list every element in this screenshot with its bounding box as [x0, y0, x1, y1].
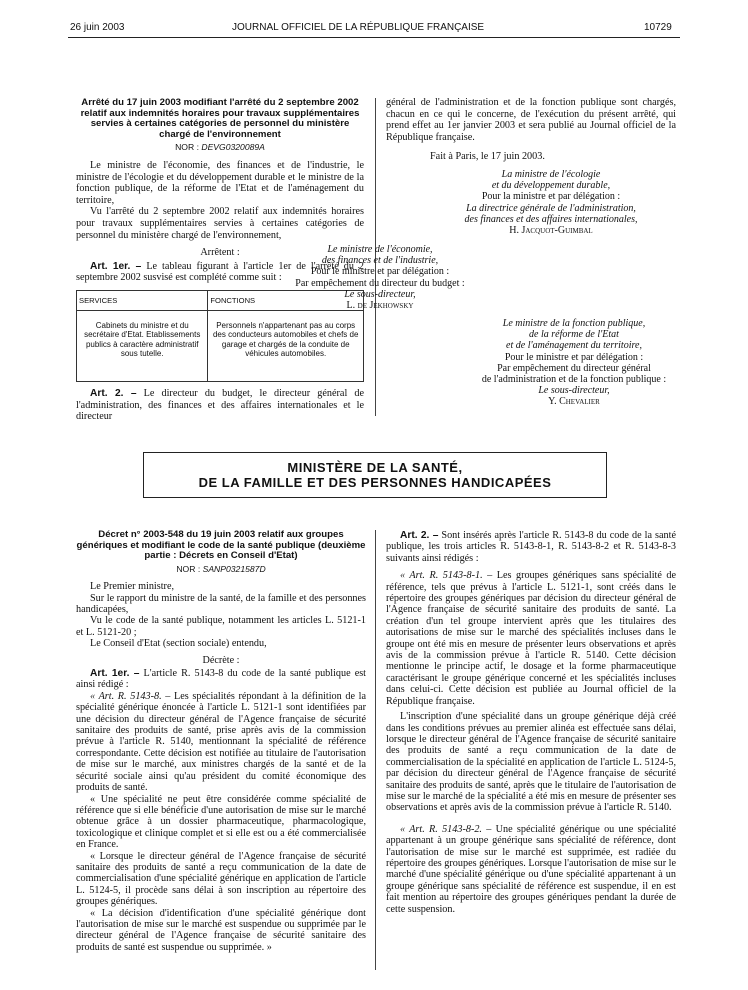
arrete-fait: Fait à Paris, le 17 juin 2003. — [430, 151, 545, 163]
decret-decrete: Décrète : — [202, 654, 240, 666]
arrete-preamble: Le ministre de l'économie, des finances et de l'industrie, le ministre de l'écologie et du développement durable et le ministre de la fonction publique, de la réforme de l'Etat et de l'aménagement du territoire, — [76, 159, 364, 206]
header-rule — [68, 37, 680, 38]
article-r5143-8-paragraph-4: « La décision d'identification d'une spécialité générique dont l'autorisation de mise sur le marché est suspendue ou supprimée par le directeur général de l'Agence française de sécurité sanitaire des produits de santé est suspendue ou supprimée. » — [76, 907, 366, 953]
arrete-column-right — [386, 97, 676, 236]
decret-premier-ministre: Le Premier ministre, — [90, 581, 175, 593]
arrete-continuation: général de l'administration et de la fonction publique sont chargés, chacun en ce qui le concerne, de l'exécution du présent arrêté, qui prend effet au 1er janvier 2003 et sera publié au Journal officiel de la République française. — [386, 97, 676, 143]
arrete-visa: Vu l'arrêté du 2 septembre 2002 relatif aux indemnités horaires pour travaux supplémentaires servies à certaines catégories de personnel du ministère chargé de l'environnement, — [76, 206, 364, 241]
decret-title: Décret n° 2003-548 du 19 juin 2003 relatif aux groupes génériques et modifiant le code de la santé publique (deuxième partie : Décrets en Conseil d'Etat) — [76, 529, 366, 562]
decret-article-2: Art. 2. – Sont insérés après l'article R. 5143-8 du code de la santé publique, les trois articles R. 5143-8-1, R. 5143-8-2 et R. 5143-8-3 suivants ainsi rédigés : — [386, 530, 676, 564]
arrete-article-1: Art. 1er. – Le tableau figurant à l'article 1er de l'arrêté du 2 septembre 2002 susvisé est complété comme suit : — [76, 260, 365, 284]
decret-rapport: Sur le rapport du ministre de la santé, de la famille et des personnes handicapées, — [76, 592, 366, 615]
table-header-fonctions: FONCTIONS — [208, 290, 364, 310]
decret-conseil: Le Conseil d'Etat (section sociale) entendu, — [90, 638, 267, 650]
article-r5143-8-2: « Art. R. 5143-8-2. – Une spécialité générique ou une spécialité appartenant à un groupe générique sans spécialité de référence, dont l'autorisation de mise sur le marché est supprimée, est radiée du répertoire des groupes génériques. Lorsque l'autorisation de mise sur le marché d'une spécialité générique ou d'une spécialité appartenant à un groupe générique sans spécialité de référence est suspendue, il en est fait mention au répertoire des groupes génériques pendant la durée de cette suspension. — [386, 823, 677, 915]
table-cell-services: Cabinets du ministre et du secrétaire d'Etat. Etablissements publics à caractère administratif sous tutelle. — [77, 311, 208, 382]
decret-nor: NOR : SANP0321587D — [176, 563, 266, 574]
article-r5143-8-1-paragraph-2: L'inscription d'une spécialité dans un groupe générique déjà créé dans les conditions prévues au premier alinéa est effectuée sans délai, lorsque le directeur général de l'Agence française de sécurité sanitaire des produits de santé a reçu communication de la date de commercialisation de la spécialité en application de l'article L. 5124-5, par décision du directeur général de l'Agence française de sécurité sanitaire des produits de santé, après que le titulaire de l'autorisation de mise sur le marché de la spécialité a été mis en mesure de présenter ses observations et après avis de la commission prévue à l'article R. 5140. — [386, 711, 676, 814]
banner-line-2: DE LA FAMILLE ET DES PERSONNES HANDICAPÉES — [198, 475, 552, 490]
decret-column-right — [386, 530, 676, 915]
decret-visa: Vu le code de la santé publique, notamment les articles L. 5121-1 et L. 5121-20 ; — [76, 615, 366, 638]
signature-economie: Le ministre de l'économie, des finances et de l'industrie, Pour le ministre et par délégation : Par empêchement du directeur du budget : Le sous-directeur, L. de Jekhowsky — [295, 244, 465, 312]
article-r5143-8: « Art. R. 5143-8. – Les spécialités répondant à la définition de la spécialité générique énoncée à l'article L. 5121-1 sont identifiées par une décision du directeur général de l'Agence française de sécurité sanitaire des produits de santé, prise après avis de la commission prévue à l'article R. 5140, mentionnant la spécialité de référence correspondante. Cette décision est notifiée au titulaire de l'autorisation de mise sur le marché, aux ministres chargés de la santé et de la sécurité sociale ainsi qu'au président du comité économique des produits de santé. — [76, 690, 367, 794]
banner-line-1: MINISTÈRE DE LA SANTÉ, — [287, 460, 463, 475]
arrete-article-2: Art. 2. – Le directeur du budget, le directeur général de l'administration, des finances et des affaires internationales et le directeur — [76, 388, 365, 423]
arrete-title: Arrêté du 17 juin 2003 modifiant l'arrêté du 2 septembre 2002 relatif aux indemnités horaires pour travaux supplémentaires servies à certaines catégories de personnel du ministère chargé de l'environnement — [80, 97, 360, 140]
ministry-banner — [143, 452, 607, 498]
header-date: 26 juin 2003 — [70, 22, 125, 33]
header-page-number: 10729 — [644, 22, 672, 33]
signature-ecologie: La ministre de l'écologie et du développement durable, Pour la ministre et par délégation : La directrice générale de l'administration, des finances et des affaires internationales, H. Jacquot-Guimbal — [464, 168, 638, 236]
article-r5143-8-paragraph-3: « Lorsque le directeur général de l'Agence française de sécurité sanitaire des produits de santé a reçu communication de la date de commercialisation d'une spécialité générique en application de l'article L. 5124-5, il procède sans délai à son inscription au répertoire des groupes génériques. — [76, 850, 366, 908]
signature-fonction-publique: Le ministre de la fonction publique, de la réforme de l'Etat et de l'aménagement du territoire, Pour le ministre et par délégation : Par empêchement du directeur général de l'administration et de la fonction publique : Le sous-directeur, Y. Chevalier — [481, 318, 667, 408]
header-title: JOURNAL OFFICIEL DE LA RÉPUBLIQUE FRANÇAISE — [232, 22, 485, 33]
article-r5143-8-paragraph-2: « Une spécialité ne peut être considérée comme spécialité de référence que si elle bénéficie d'une autorisation de mise sur le marché obtenue grâce à un dossier pharmaceutique, pharmacologique, toxicologique et clinique complet et si elle est ou a été commercialisée en France. — [76, 793, 366, 851]
table-cell-fonctions: Personnels n'appartenant pas au corps des conducteurs automobiles et chefs de garage et chargés de la conduite de véhicules automobiles. — [208, 311, 364, 382]
decret-column-left — [76, 530, 366, 953]
table-header-services: SERVICES — [77, 290, 208, 310]
article-r5143-8-1: « Art. R. 5143-8-1. – Les groupes génériques sans spécialité de référence, tels que prévus à l'article L. 5121-1, sont créés dans le répertoire des groupes génériques par décision du directeur général de l'Agence française de sécurité sanitaire des produits de santé. La création d'un tel groupe intervient après que les titulaires des autorisations de mise sur le marché des spécialités incluses dans le groupe ont été mis en mesure de présenter leurs observations et après avis de la commission prévue à l'article R. 5140. Cette décision mentionne le principe actif, le dosage et la forme pharmaceutique caractérisant le groupe générique concerné et les spécialités incluses dans celui-ci. Cette décision est publiée au Journal officiel de la République française. — [386, 570, 677, 707]
arrete-nor: NOR : DEVG0320089A — [175, 142, 265, 153]
column-divider-bottom — [375, 530, 376, 970]
arrete-arretent: Arrêtent : — [200, 247, 240, 259]
decret-article-1: Art. 1er. – L'article R. 5143-8 du code de la santé publique est ainsi rédigé : — [76, 668, 367, 691]
